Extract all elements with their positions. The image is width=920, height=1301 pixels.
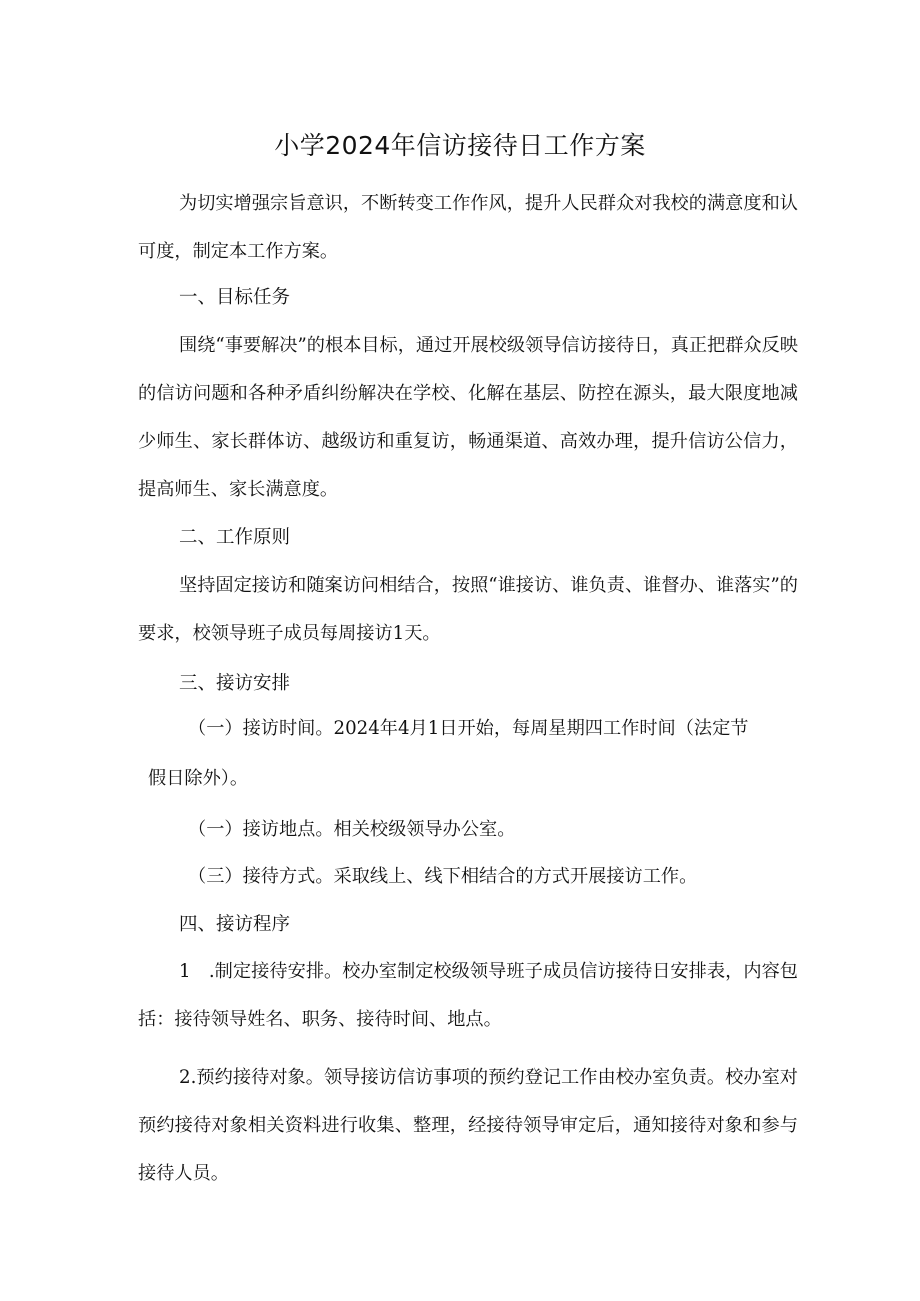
intro-paragraph: 为切实增强宗旨意识，不断转变工作作风，提升人民群众对我校的满意度和认可度，制定本工作方案。: [138, 193, 798, 262]
section-3-item-3: （三）接待方式。采取线上、线下相结合的方式开展接访工作。: [188, 866, 698, 887]
section-1-paragraph: 围绕“事要解决”的根本目标，通过开展校级领导信访接待日，真正把群众反映的信访问题和各种矛盾纠纷解决在学校、化解在基层、防控在源头，最大限度地减少师生、家长群体访、越级访和重复访，畅通渠道、高效办理，提升信访公信力，提高师生、家长满意度。: [138, 335, 798, 500]
section-3-item-2: （一）接访地点。相关校级领导办公室。: [188, 819, 516, 840]
section-3-item-1-line-2: 假日除外）。: [148, 768, 249, 789]
section-2-heading: 二、工作原则: [179, 527, 291, 548]
document-title: 小学2024年信访接待日工作方案: [274, 131, 646, 160]
section-2-paragraph: 坚持固定接访和随案访问相结合，按照“谁接访、谁负责、谁督办、谁落实”的要求，校领导班子成员每周接访1天。: [138, 575, 798, 644]
section-3-item-1-line-1: （一）接访时间。2024年4月1日开始，每周星期四工作时间（法定节: [188, 718, 749, 739]
section-4-item-1: 1 .制定接待安排。校办室制定校级领导班子成员信访接待日安排表，内容包括：接待领导姓名、职务、接待时间、地点。: [138, 961, 798, 1030]
section-1-heading: 一、目标任务: [179, 287, 291, 308]
section-4-item-2: 2.预约接待对象。领导接访信访事项的预约登记工作由校办室负责。校办室对预约接待对象相关资料进行收集、整理，经接待领导审定后，通知接待对象和参与接待人员。: [138, 1067, 798, 1184]
section-3-heading: 三、接访安排: [179, 673, 291, 694]
section-4-heading: 四、接访程序: [179, 914, 291, 935]
